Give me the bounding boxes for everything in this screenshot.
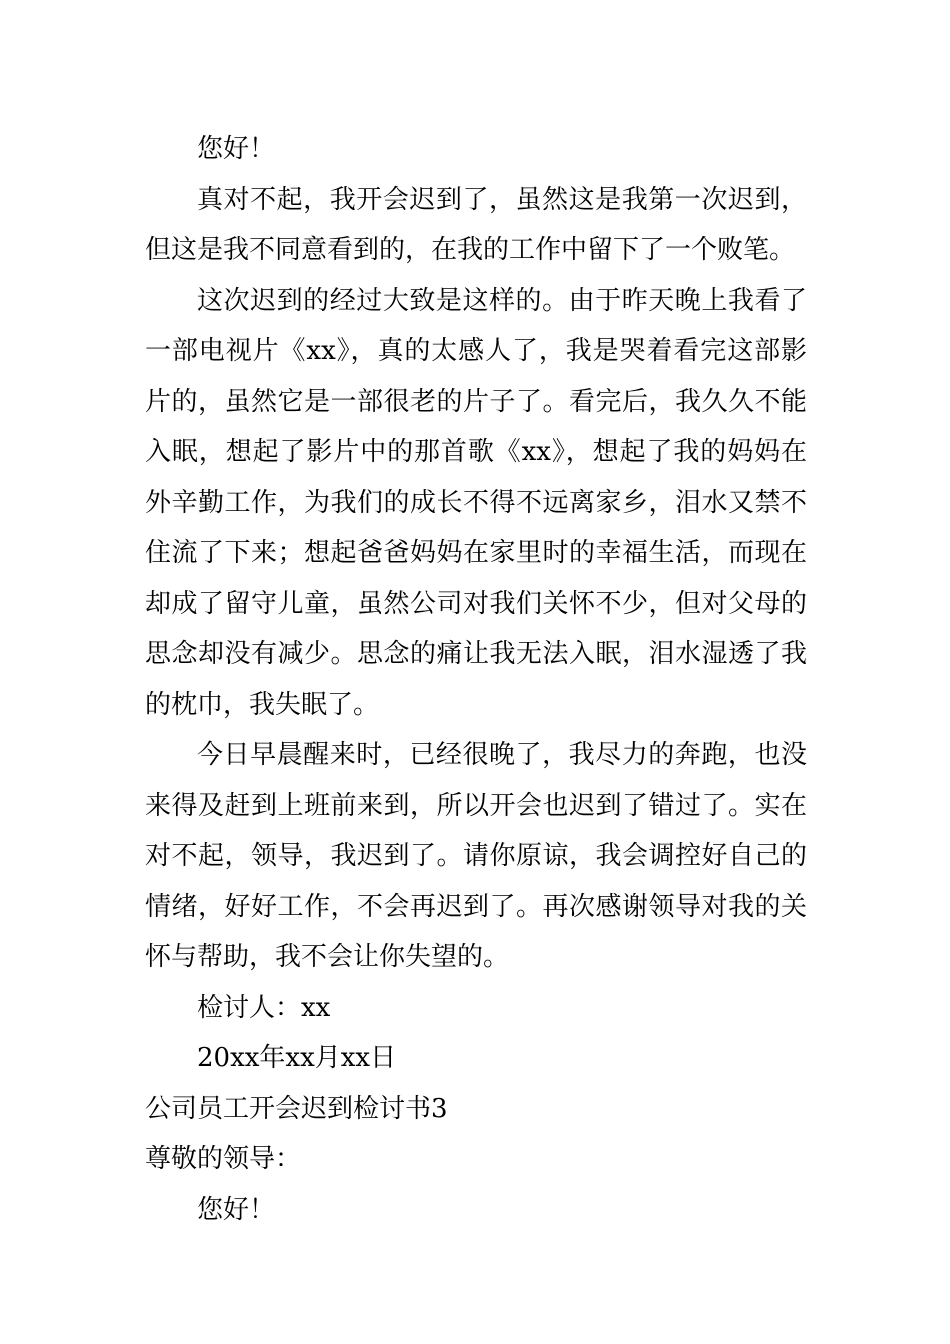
date-line: 20xx年xx月xx日 [197, 1043, 397, 1073]
signer-line: 检讨人：xx [197, 992, 331, 1023]
paragraph-morning: 今日早晨醒来时，已经很晚了，我尽力的奔跑，也没来得及赶到上班前来到，所以开会也迟到了错过了。实在对不起，领导，我迟到了。请你原谅，我会调控好自己的情绪，好好工作，不会再迟到了。再次感谢领导对我的关怀与帮助，我不会让你失望的。 [145, 740, 807, 972]
greeting: 您好！ [197, 134, 276, 164]
paragraph-reason: 这次迟到的经过大致是这样的。由于昨天晚上我看了一部电视片《xx》，真的太感人了，我是哭着看完这部影片的，虽然它是一部很老的片子了。看完后，我久久不能入眠，想起了影片中的那首歌《xx》，想起了我的妈妈在外辛勤工作，为我们的成长不得不远离家乡，泪水又禁不住流了下来；想起爸爸妈妈在家里时的幸福生活，而现在却成了留守儿童，虽然公司对我们关怀不少，但对父母的思念却没有减少。思念的痛让我无法入眠，泪水湿透了我的枕巾，我失眠了。 [145, 285, 807, 720]
greeting-2: 您好！ [197, 1194, 276, 1225]
paragraph-apology: 真对不起，我开会迟到了，虽然这是我第一次迟到，但这是我不同意看到的，在我的工作中留下了一个败笔。 [145, 184, 807, 265]
document-body [145, 124, 807, 1235]
salutation: 尊敬的领导： [145, 1144, 302, 1174]
section-title: 公司员工开会迟到检讨书3 [145, 1093, 448, 1124]
